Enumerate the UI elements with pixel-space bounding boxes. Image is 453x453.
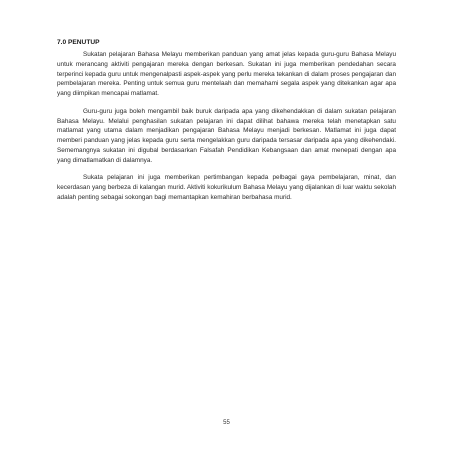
section-heading: 7.0 PENUTUP (57, 39, 100, 46)
paragraph-1: Sukatan pelajaran Bahasa Melayu memberikan panduan yang amat jelas kepada guru-guru Bahasa Melayu untuk merancang aktiviti pengajaran mereka dengan berkesan. Sukatan ini juga memberikan pendedahan secara terperinci kepada guru untuk mengenalpasti aspek-aspek yang perlu mereka tekankan di dalam proses pengajaran dan pembelajaran mereka. Penting untuk semua guru mentelaah dan memahami segala aspek yang ditekankan agar apa yang diimpikan mencapai matlamat. (57, 51, 396, 97)
paragraph-2: Guru-guru juga boleh mengambil baik buruk daripada apa yang dikehendakkan di dalam sukatan pelajaran Bahasa Melayu. Melalui penghasilan sukatan pelajaran ini dapat dilihat bahawa mereka telah menetapkan satu matlamat yang utama dalam menjadikan pengajaran Bahasa Melayu menjadi berkesan. Matlamat ini juga dapat memberi panduan yang jelas kepada guru serta mengelakkan guru daripada tersasar daripada apa yang dikehendaki. Sememangnya sukatan ini digubal berdasarkan Falsafah Pendidikan Kebangsaan dan amat menepati dengan apa yang dimatlamatkan di dalamnya. (57, 107, 396, 164)
paragraph-3: Sukata pelajaran ini juga memberikan pertimbangan kepada pelbagai gaya pembelajaran, minat, dan kecerdasan yang berbeza di kalangan murid. Aktiviti kokurikulum Bahasa Melayu yang dijalankan di luar waktu sekolah adalah penting sebagai sokongan bagi memantapkan kemahiran berbahasa murid. (57, 174, 396, 201)
page-number: 55 (223, 420, 230, 426)
page-content (57, 38, 396, 211)
